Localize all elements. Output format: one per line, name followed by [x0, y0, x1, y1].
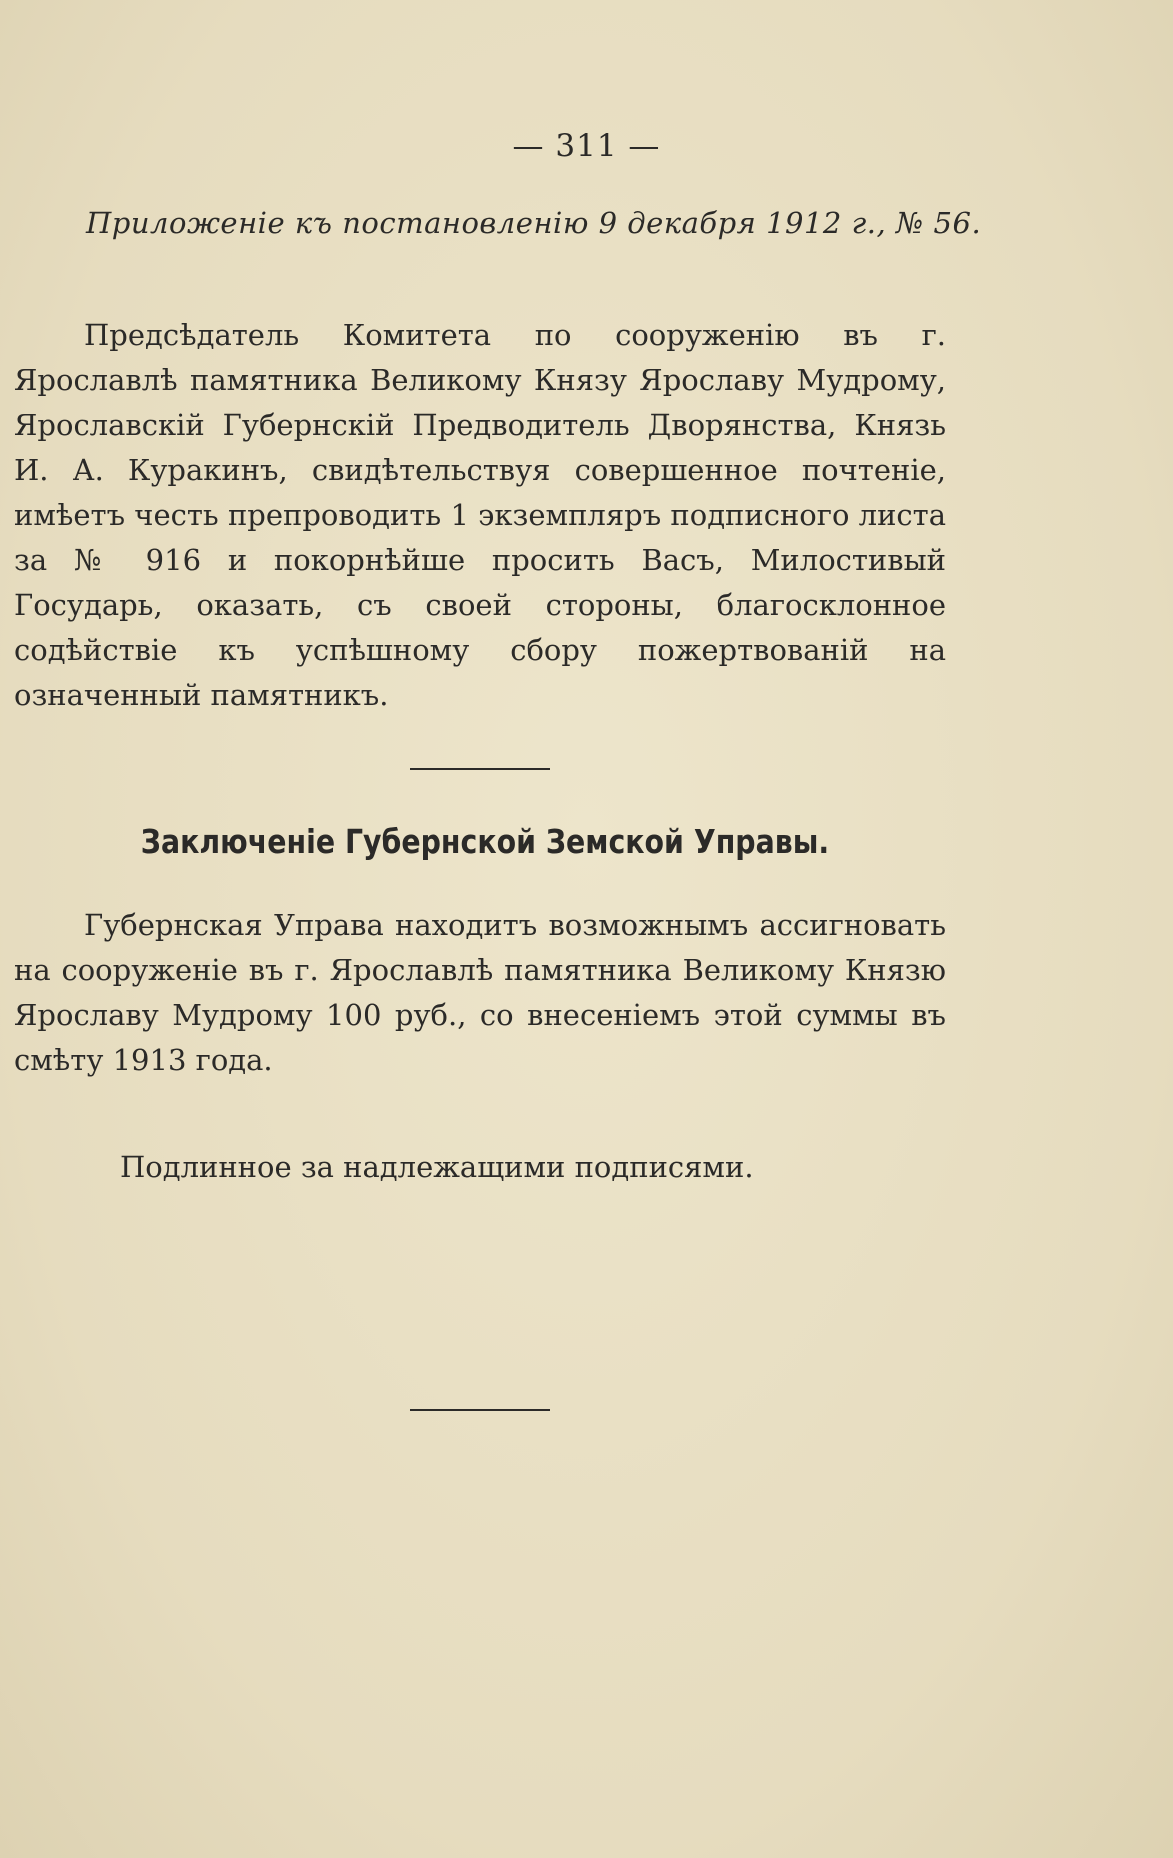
page-number: — 311 —: [512, 128, 661, 164]
end-divider-rule: [410, 1409, 550, 1411]
signature-note: Подлинное за надлежащими подписями.: [120, 1150, 754, 1184]
appendix-title: Приложеніе къ постановленію 9 декабря 1912 г., № 56.: [86, 206, 982, 240]
divider-rule: [410, 768, 550, 770]
conclusion-paragraph: Губернская Управа находитъ возможнымъ ассигновать на сооруженіе въ г. Ярославлѣ памятника Великому Князю Ярославу Мудрому 100 руб., со внесеніемъ этой суммы въ смѣту 1913 года.: [14, 908, 946, 1077]
section-heading: Заключеніе Губернской Земской Управы.: [140, 822, 830, 861]
letter-paragraph: Предсѣдатель Комитета по сооруженію въ г. Ярославлѣ памятника Великому Князу Ярославу Мудрому, Ярославскій Губернскій Предводитель Дворянства, Князь И. А. Куракинъ, свидѣтельствуя совершенное почтеніе, имѣетъ честь препроводить 1 экземпляръ подписного листа за № 916 и покорнѣйше просить Васъ, Милостивый Государь, оказать, съ своей стороны, благосклонное содѣйствіе къ успѣшному сбору пожертвованій на означенный памятникъ.: [14, 318, 946, 712]
